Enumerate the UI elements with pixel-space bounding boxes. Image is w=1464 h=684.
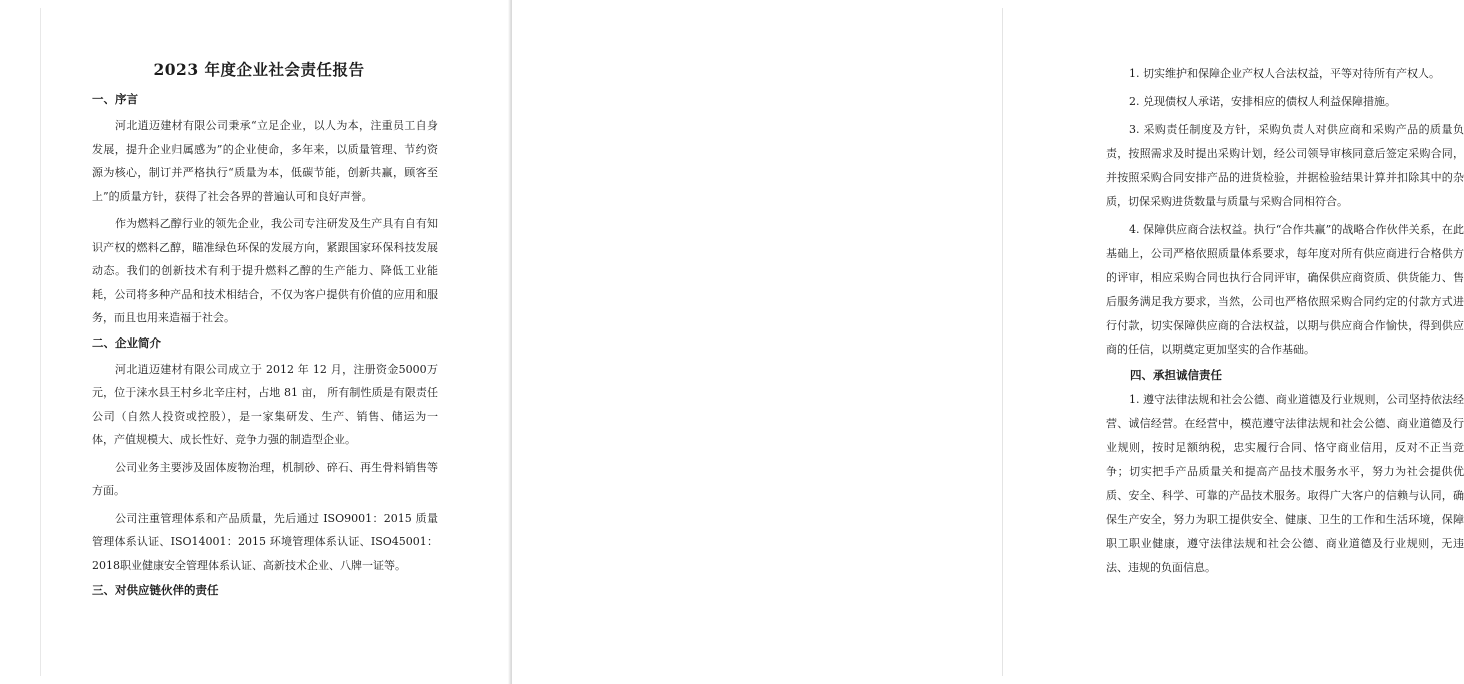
left-page-content xyxy=(92,58,438,605)
profile-paragraph-2: 公司业务主要涉及固体废物治理，机制砂、碎石、再生骨料销售等方面。 xyxy=(92,460,438,497)
preface-paragraph-1: 河北逍迈建材有限公司秉承“立足企业，以人为本，注重员工自身发展，提升企业归属感为”的企业使命，多年来，以质量管理、节约资源为核心，制订并严格执行“质量为本，低碳节能，创新共赢，顾客至上”的质量方针，获得了社会各界的普遍认可和良好声誉。 xyxy=(92,119,438,203)
section-heading-company-profile: 二、企业简介 xyxy=(92,335,161,350)
preface-paragraph-2: 作为燃料乙醇行业的领先企业，我公司专注研发及生产具有自有知识产权的燃料乙醇，瞄准绿色环保的发展方向，紧跟国家环保科技发展动态。我们的创新技术有利于提升燃料乙醇的生产能力、降低工业能耗，公司将多种产品和技术相结合，不仅为客户提供有价值的应用和服务，而且也用来造福于社会。 xyxy=(92,217,438,324)
right-page xyxy=(512,0,1464,684)
supply-chain-item-2: 2. 兑现债权人承诺，安排相应的债权人利益保障措施。 xyxy=(1129,95,1396,108)
section-heading-integrity: 四、承担诚信责任 xyxy=(1130,368,1222,382)
supply-chain-item-4: 4. 保障供应商合法权益。执行“合作共赢”的战略合作伙伴关系，在此基础上，公司严格依照质量体系要求，每年度对所有供应商进行合格供方的评审，相应采购合同也执行合同评审，确保供应商资质、供货能力、售后服务满足我方要求，当然，公司也严格依照采购合同约定的付款方式进行付款，切实保障供应商的合法权益，以期与供应商合作愉快，得到供应商的任信，以期奠定更加坚实的合作基础。 xyxy=(1106,223,1464,356)
supply-chain-item-1: 1. 切实维护和保障企业产权人合法权益，平等对待所有产权人。 xyxy=(1129,67,1440,80)
profile-paragraph-3: 公司注重管理体系和产品质量，先后通过 ISO9001：2015 质量管理体系认证、ISO14001：2015 环境管理体系认证、ISO45001：2018职业健康安全管理体系认证、高新技术企业、八牌一证等。 xyxy=(92,511,438,572)
document-title: 2023 年度企业社会责任报告 xyxy=(153,60,365,79)
section-heading-supply-chain: 三、对供应链伙伴的责任 xyxy=(92,583,219,597)
section-heading-preface: 一、序言 xyxy=(92,92,138,106)
left-page-edge xyxy=(40,8,41,676)
integrity-item-1: 1. 遵守法律法规和社会公德、商业道德及行业规则，公司坚持依法经营、诚信经营。在经营中，模范遵守法律法规和社会公德、商业道德及行业规则，按时足额纳税，忠实履行合同、恪守商业信用，反对不正当竞争；切实把手产品质量关和提高产品技术服务水平，努力为社会提供优质、安全、科学、可靠的产品技术服务。取得广大客户的信赖与认同，确保生产安全，努力为职工提供安全、健康、卫生的工作和生活环境，保障职工职业健康，遵守法律法规和社会公德、商业道德及行业规则，无违法、违规的负面信息。 xyxy=(1106,393,1464,574)
right-page-edge xyxy=(1002,8,1003,676)
supply-chain-item-3: 3. 采购责任制度及方针，采购负责人对供应商和采购产品的质量负责，按照需求及时提出采购计划，经公司领导审核同意后签定采购合同，并按照采购合同安排产品的进货检验，并据检验结果计算并扣除其中的杂质，切保采购进货数量与质量与采购合同相符合。 xyxy=(1106,123,1464,208)
profile-paragraph-1: 河北逍迈建材有限公司成立于 2012 年 12 月，注册资金5000万元，位于涞水县王村乡北辛庄村，占地 81 亩， 所有制性质是有限责任公司（自然人投资或控股），是一家集研发、生产、销售、储运为一体，产值规模大、成长性好、竞争力强的制造型企业。 xyxy=(92,362,438,446)
left-page xyxy=(0,0,512,684)
right-page-content xyxy=(1106,62,1464,584)
